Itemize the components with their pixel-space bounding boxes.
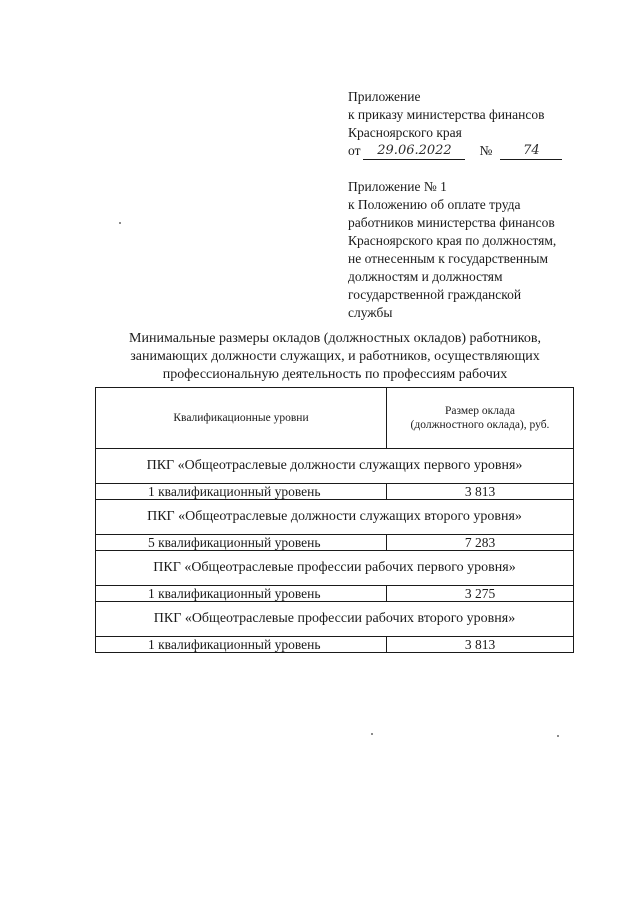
- table-row: [96, 535, 574, 551]
- group-title: ПКГ «Общеотраслевые профессии рабочих первого уровня»: [96, 551, 574, 586]
- handwritten-number: 74: [500, 142, 562, 160]
- scan-speck: [371, 733, 373, 735]
- salary-table: [95, 387, 574, 653]
- annex-line: службы: [348, 305, 393, 320]
- annex-line: должностям и должностям: [348, 269, 503, 284]
- salary-value: 3 275: [387, 586, 574, 602]
- handwritten-date: 29.06.2022: [363, 142, 465, 160]
- qualification-level: 1 квалификационный уровень: [96, 484, 387, 500]
- salary-value: 3 813: [387, 637, 574, 653]
- document-title: [95, 330, 575, 384]
- order-date-number-line: [348, 142, 618, 160]
- header-qualification-levels: Квалификационные уровни: [96, 388, 387, 449]
- annex-line: Красноярского края по должностям,: [348, 233, 557, 248]
- qualification-level: 1 квалификационный уровень: [96, 586, 387, 602]
- annex-line: Приложение № 1: [348, 179, 447, 194]
- qualification-level: 1 квалификационный уровень: [96, 637, 387, 653]
- scan-speck: [557, 735, 559, 737]
- header-salary-line: Размер оклада: [444, 405, 516, 417]
- date-prefix: от: [348, 143, 361, 158]
- group-row: [96, 449, 574, 484]
- table-row: [96, 484, 574, 500]
- group-title: ПКГ «Общеотраслевые должности служащих первого уровня»: [96, 449, 574, 484]
- document-header: [348, 88, 618, 322]
- annex-line: к Положению об оплате труда: [348, 197, 521, 212]
- group-row: [96, 602, 574, 637]
- annex-block: [348, 178, 618, 322]
- title-line: занимающих должности служащих, и работников, осуществляющих: [130, 349, 540, 364]
- title-line: Минимальные размеры окладов (должностных окладов) работников,: [129, 331, 541, 346]
- header-line: Приложение: [348, 89, 421, 104]
- annex-line: работников министерства финансов: [348, 215, 555, 230]
- table-row: [96, 586, 574, 602]
- header-salary-line: (должностного оклада), руб.: [410, 419, 550, 431]
- salary-value: 7 283: [387, 535, 574, 551]
- header-line: к приказу министерства финансов: [348, 107, 545, 122]
- table-header-row: [96, 388, 574, 449]
- number-sign: №: [479, 143, 493, 158]
- qualification-level: 5 квалификационный уровень: [96, 535, 387, 551]
- group-row: [96, 500, 574, 535]
- scan-speck: [119, 222, 121, 224]
- annex-line: не отнесенным к государственным: [348, 251, 548, 266]
- annex-line: государственной гражданской: [348, 287, 522, 302]
- group-title: ПКГ «Общеотраслевые должности служащих второго уровня»: [96, 500, 574, 535]
- header-line: Красноярского края: [348, 125, 462, 140]
- group-title: ПКГ «Общеотраслевые профессии рабочих второго уровня»: [96, 602, 574, 637]
- group-row: [96, 551, 574, 586]
- table-row: [96, 637, 574, 653]
- title-line: профессиональную деятельность по профессиям рабочих: [162, 367, 508, 382]
- salary-value: 3 813: [387, 484, 574, 500]
- header-salary-size: [387, 388, 574, 449]
